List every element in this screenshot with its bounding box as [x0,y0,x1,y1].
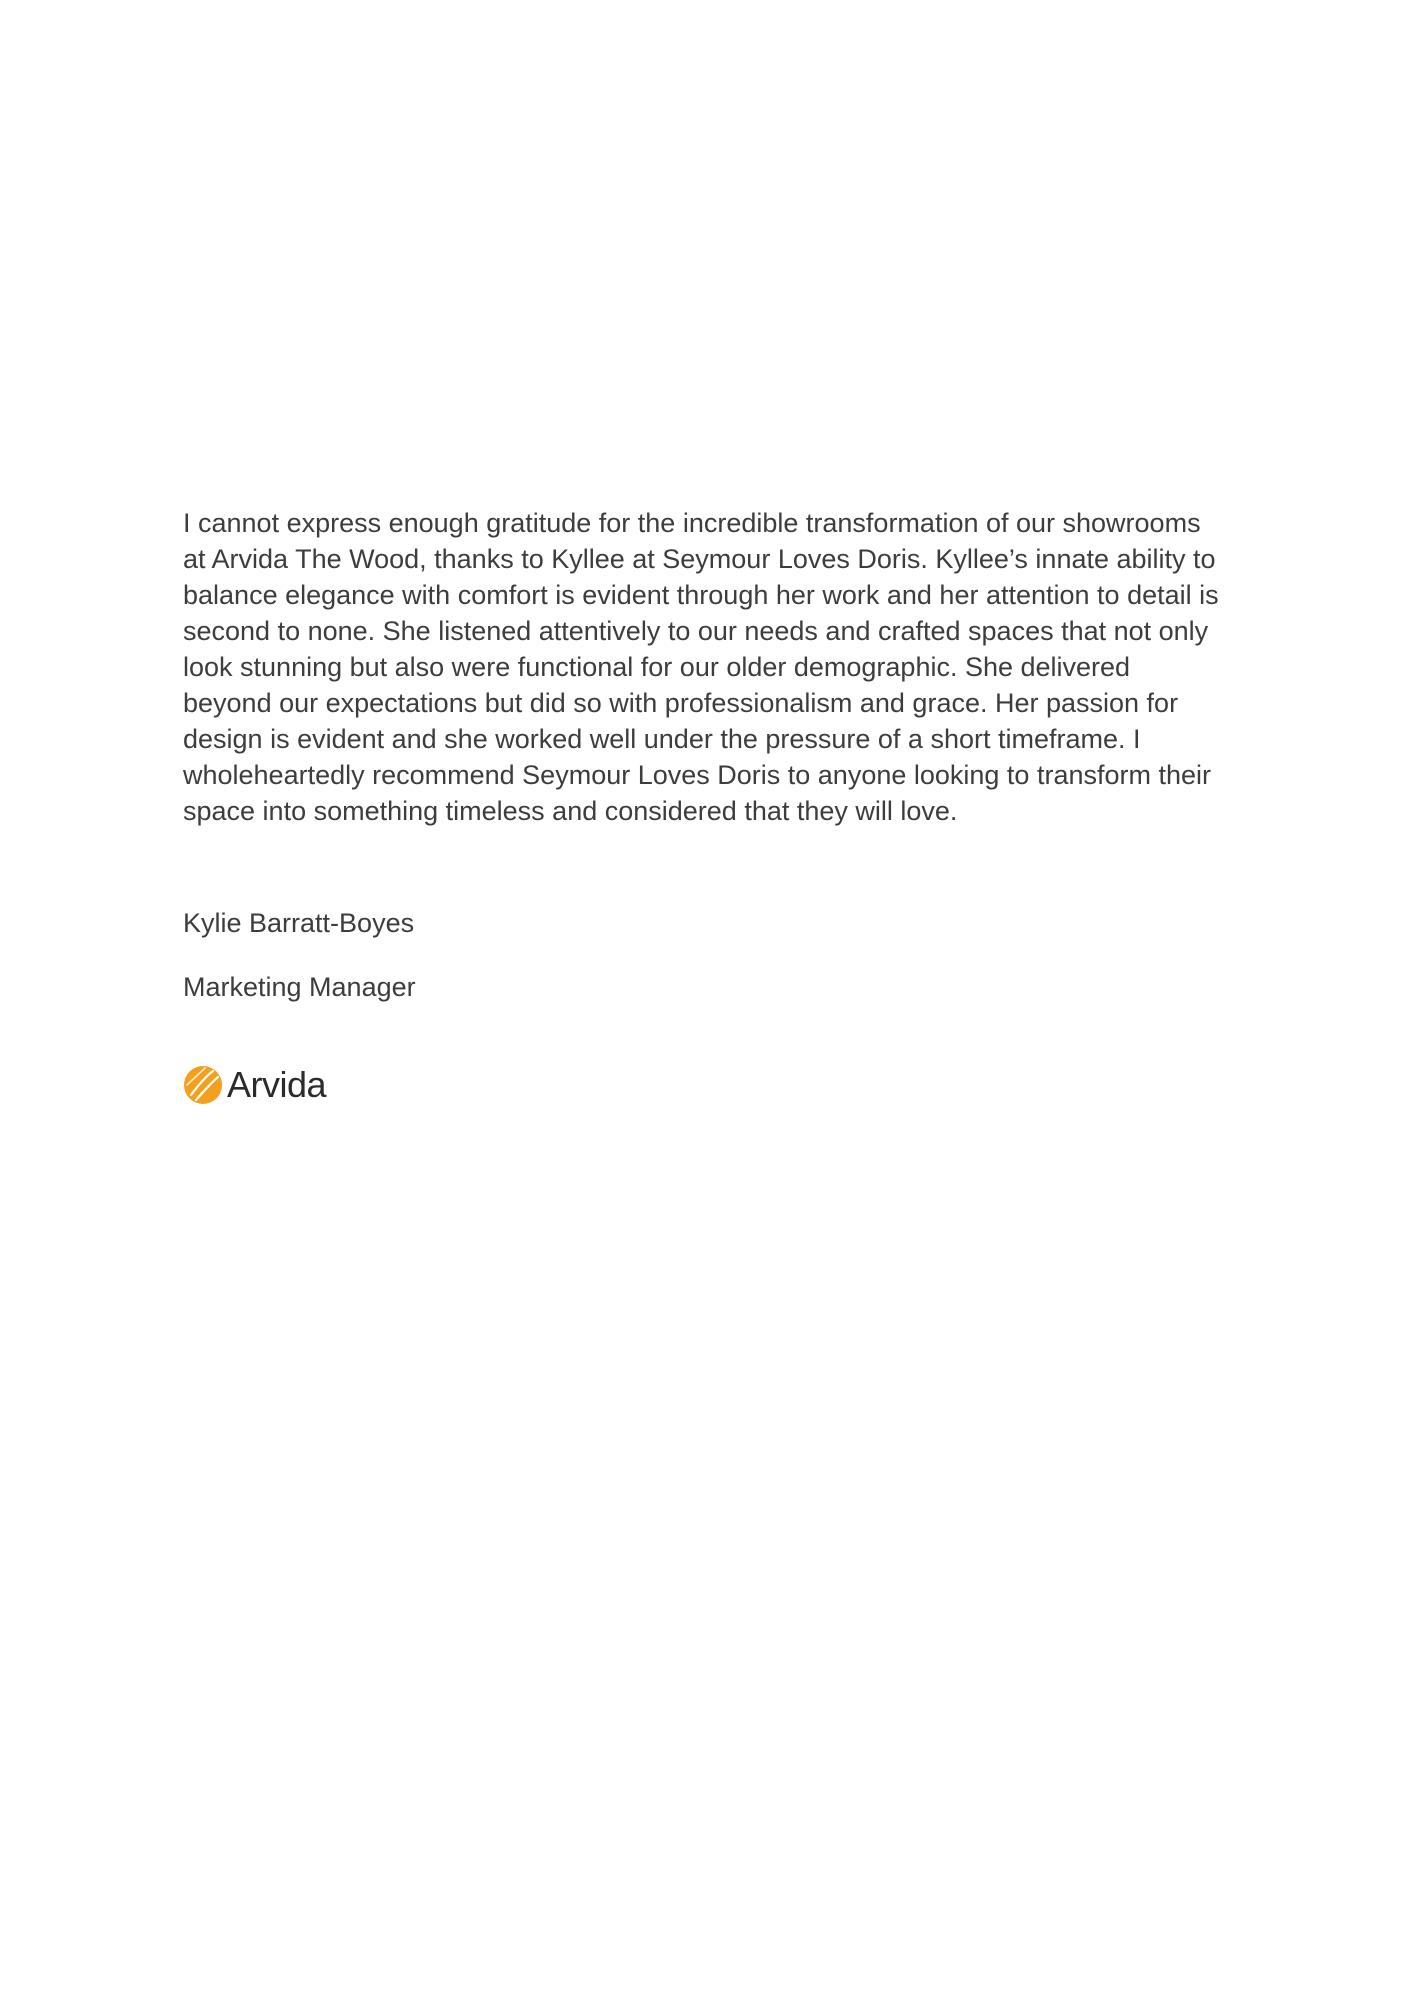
signature-block [183,905,1223,1005]
signatory-name: Kylie Barratt-Boyes [183,908,415,938]
signatory-title: Marketing Manager [183,972,416,1002]
arvida-logo [183,1063,1223,1107]
testimonial-body: I cannot express enough gratitude for the incredible transformation of our showrooms at Arvida The Wood, thanks to Kyllee at Seymour Loves Doris. Kyllee’s innate ability to balance elegance with comfort is evident through her work and her attention to detail is second to none. She listened attentively to our needs and crafted spaces that not only look stunning but also were functional for our older demographic. She delivered beyond our expectations but did so with professionalism and grace. Her passion for design is evident and she worked well under the pressure of a short timeframe. I wholeheartedly recommend Seymour Loves Doris to anyone looking to transform their space into something timeless and considered that they will love. [183,508,1219,826]
arvida-logo-icon [183,1065,223,1105]
testimonial-letter [183,505,1223,1107]
arvida-logo-text: Arvida [227,1064,327,1105]
